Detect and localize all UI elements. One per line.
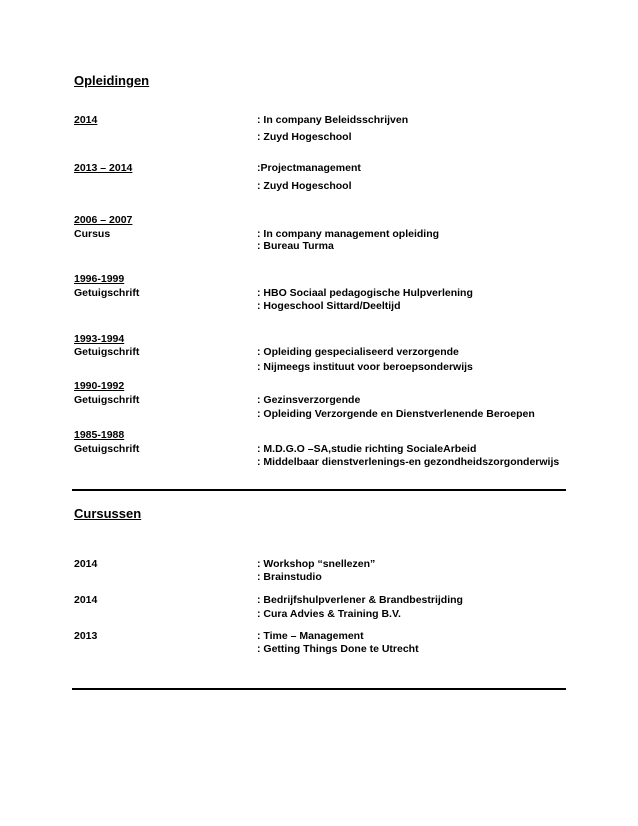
section-title-opleidingen: Opleidingen	[74, 73, 150, 88]
entry-type: Getuigschrift	[74, 287, 140, 299]
entry-type: Getuigschrift	[74, 443, 140, 455]
entry-line: : Zuyd Hogeschool	[257, 131, 352, 143]
section-title-cursussen: Cursussen	[74, 506, 142, 521]
entry-date: 1985-1988	[74, 429, 125, 441]
entry-line: : HBO Sociaal pedagogische Hulpverlening	[257, 287, 473, 299]
entry-date: 2013 – 2014	[74, 162, 133, 174]
entry-line: : M.D.G.O –SA,studie richting SocialeArbeid	[257, 443, 477, 455]
course-line: : Bedrijfshulpverlener & Brandbestrijding	[257, 594, 463, 606]
course-line: : Brainstudio	[257, 571, 322, 583]
entry-date: 1996-1999	[74, 273, 125, 285]
entry-line: : Middelbaar dienstverlenings-en gezondheidszorgonderwijs	[257, 456, 560, 468]
course-line: : Time – Management	[257, 630, 364, 642]
entry-type: Getuigschrift	[74, 394, 140, 406]
entry-date: 2014	[74, 114, 98, 126]
section-divider	[72, 489, 566, 491]
course-date: 2013	[74, 630, 98, 642]
course-date: 2014	[74, 594, 98, 606]
entry-line: : Opleiding Verzorgende en Dienstverlenende Beroepen	[257, 408, 535, 420]
entry-date: 1993-1994	[74, 333, 125, 345]
entry-line: : Zuyd Hogeschool	[257, 180, 352, 192]
entry-line: : Gezinsverzorgende	[257, 394, 361, 406]
entry-line: : Hogeschool Sittard/Deeltijd	[257, 300, 401, 312]
course-line: : Cura Advies & Training B.V.	[257, 608, 401, 620]
course-line: : Getting Things Done te Utrecht	[257, 643, 419, 655]
section-divider	[72, 688, 566, 690]
course-date: 2014	[74, 558, 98, 570]
entry-type: Cursus	[74, 228, 111, 240]
entry-line: :Projectmanagement	[257, 162, 361, 174]
course-line: : Workshop “snellezen”	[257, 558, 376, 570]
entry-line: : Nijmeegs instituut voor beroepsonderwijs	[257, 361, 473, 373]
entry-line: : In company Beleidsschrijven	[257, 114, 409, 126]
entry-line: : Opleiding gespecialiseerd verzorgende	[257, 346, 459, 358]
entry-line: : Bureau Turma	[257, 240, 334, 252]
entry-date: 1990-1992	[74, 380, 125, 392]
entry-type: Getuigschrift	[74, 346, 140, 358]
entry-date: 2006 – 2007	[74, 214, 133, 226]
entry-line: : In company management opleiding	[257, 228, 440, 240]
